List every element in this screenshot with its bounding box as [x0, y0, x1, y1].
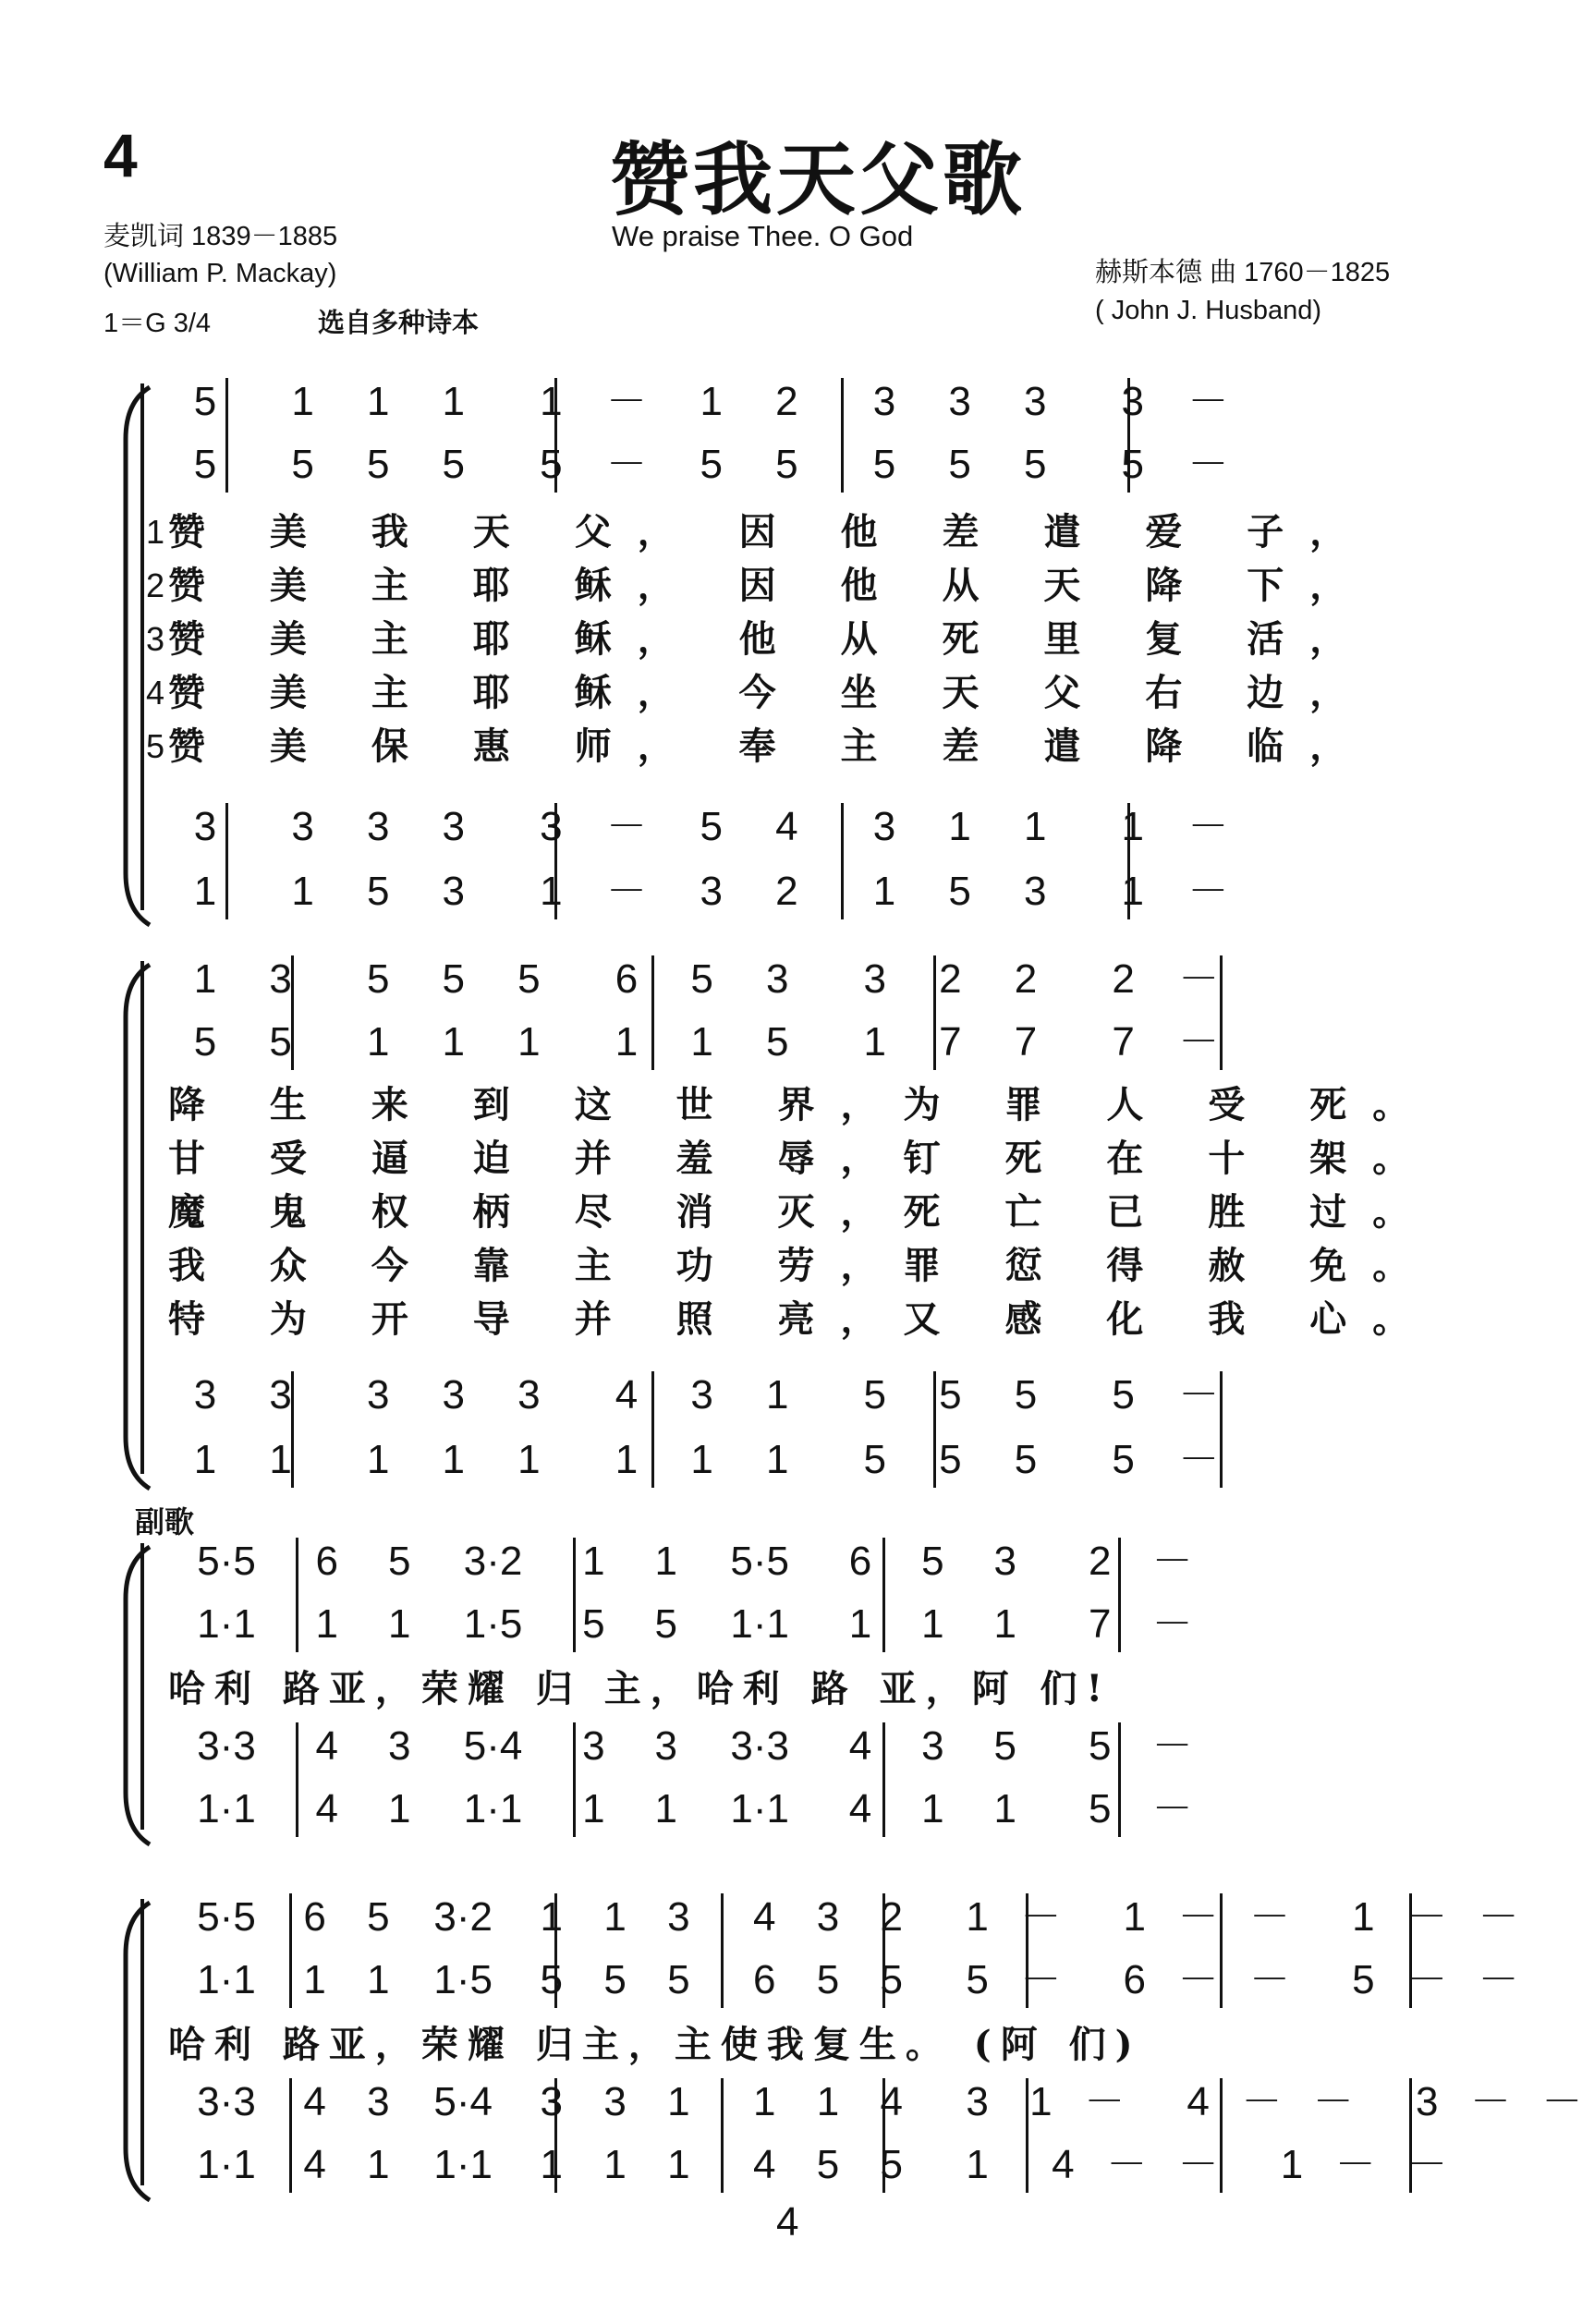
- note: 5: [775, 442, 798, 487]
- note: 3: [193, 804, 217, 849]
- score-line-alto: [0, 1953, 1527, 2008]
- note: 7: [1112, 1019, 1135, 1065]
- note: 1: [654, 1539, 678, 1584]
- note: 5: [540, 1957, 564, 2002]
- note: 1: [966, 2142, 989, 2187]
- dash-hold: －: [1177, 1894, 1219, 1940]
- note: 1·1: [197, 2142, 256, 2187]
- composer-credit: 赫斯本德 曲 1760－1825: [1095, 258, 1391, 287]
- note: 5: [948, 442, 971, 487]
- note: 3: [193, 1372, 217, 1418]
- note: 7: [1088, 1601, 1112, 1647]
- note: 1: [654, 1786, 678, 1831]
- note: 2: [1112, 956, 1135, 1002]
- note: 5: [880, 2142, 904, 2187]
- note: 1: [366, 1437, 390, 1482]
- note: 1: [1123, 1894, 1147, 1940]
- lyric-text: 哈利 路亚，荣耀 归 主，哈利 路 亚，阿 们!: [168, 1667, 1113, 1710]
- score-line-bass: [0, 1432, 1527, 1488]
- note: 1·1: [197, 1786, 256, 1831]
- note: 4: [848, 1786, 872, 1831]
- note: 3·2: [463, 1539, 523, 1584]
- note: 5: [442, 442, 466, 487]
- note: 3: [690, 1372, 713, 1418]
- note: 1: [615, 1019, 639, 1065]
- note: 5: [1014, 1372, 1038, 1418]
- note: 3: [872, 804, 896, 849]
- lyric-text: 哈利 路亚，荣耀 归主，主使我复生。 (阿 们): [168, 2023, 1142, 2066]
- lyric-text: 赞 美 主 耶 稣， 今 坐 天 父 右 边，: [168, 671, 1373, 714]
- note: 1: [517, 1437, 541, 1482]
- note: 6: [315, 1539, 339, 1584]
- dash-hold: －: [1406, 1894, 1448, 1940]
- note: 1: [752, 2079, 776, 2124]
- dash-hold: －: [1541, 2079, 1582, 2124]
- lyric-text: 赞 美 我 天 父， 因 他 差 遣 爱 子，: [168, 510, 1373, 554]
- verse-number: 1: [146, 513, 165, 551]
- note: 5: [939, 1372, 962, 1418]
- note: 5: [1112, 1437, 1135, 1482]
- refrain-label: 副歌: [135, 1504, 195, 1539]
- note: 1: [921, 1601, 944, 1647]
- note: 4: [615, 1372, 639, 1418]
- note: 3: [765, 956, 789, 1002]
- note: 3: [948, 379, 971, 424]
- dash-hold: －: [1478, 1957, 1519, 2002]
- note: 1: [816, 2079, 840, 2124]
- score-line-bass: [0, 2137, 1527, 2193]
- note: 6: [303, 1894, 326, 1940]
- note: 3·2: [433, 1894, 493, 1940]
- dash-hold: －: [1312, 2079, 1354, 2124]
- score-line-bass: [0, 1782, 1527, 1837]
- lyric-verse-1: [0, 1081, 1527, 1129]
- note: 5: [366, 442, 390, 487]
- note: 5: [269, 1019, 292, 1065]
- dash-hold: －: [1084, 2079, 1126, 2124]
- score-line-tenor: [0, 2075, 1582, 2130]
- note: 1: [517, 1019, 541, 1065]
- note: 3: [667, 1894, 690, 1940]
- note: 1: [667, 2079, 690, 2124]
- note: 3: [366, 1372, 390, 1418]
- lyricist-credit: 麦凯词 1839－1885: [103, 222, 338, 251]
- note: 5: [667, 1957, 690, 2002]
- note: 5: [387, 1539, 411, 1584]
- note: 3: [540, 2079, 564, 2124]
- lyric-text: 特 为 开 导 并 照 亮，又 感 化 我 心。: [168, 1297, 1436, 1341]
- note: 3: [367, 2079, 390, 2124]
- note: 2: [1088, 1539, 1112, 1584]
- note: 1: [1121, 869, 1145, 914]
- note: 5: [872, 442, 896, 487]
- dash-hold: －: [1470, 2079, 1511, 2124]
- note: 1: [1280, 2142, 1304, 2187]
- note: 1: [863, 1019, 887, 1065]
- note: 1: [993, 1786, 1017, 1831]
- hymn-source: 选自多种诗本: [318, 307, 480, 338]
- verse-number: 3: [146, 620, 165, 658]
- lyric-verse-3: [0, 615, 1527, 663]
- note: 1: [366, 379, 390, 424]
- note: 5: [654, 1601, 678, 1647]
- lyric-verse-1: [0, 508, 1527, 556]
- note: 1: [921, 1786, 944, 1831]
- note: 5: [816, 1957, 840, 2002]
- note: 4: [1052, 2142, 1075, 2187]
- note: 5: [367, 1894, 390, 1940]
- dash-hold: －: [1178, 956, 1220, 1002]
- lyric-verse-2: [0, 562, 1527, 610]
- note: 5: [366, 869, 390, 914]
- hymn-title-chinese: 赞我天父歌: [610, 133, 1026, 226]
- dash-hold: －: [1241, 2079, 1283, 2124]
- note: 1·1: [730, 1786, 789, 1831]
- note: 6: [615, 956, 639, 1002]
- dash-hold: －: [1187, 804, 1229, 849]
- note: 3: [700, 869, 724, 914]
- note: 3: [603, 2079, 627, 2124]
- score-line-alto: [0, 1015, 1527, 1070]
- score-line-soprano: [0, 1890, 1527, 1945]
- note: 5: [603, 1957, 627, 2002]
- note: 1: [848, 1601, 872, 1647]
- note: 3: [366, 804, 390, 849]
- dash-hold: －: [1406, 1957, 1448, 2002]
- note: 4: [315, 1723, 339, 1769]
- dash-hold: －: [1020, 1894, 1062, 1940]
- note: 5: [880, 1957, 904, 2002]
- lyric-verse-1: [0, 1665, 1527, 1713]
- note: 5: [993, 1723, 1017, 1769]
- dash-hold: －: [1249, 1894, 1290, 1940]
- note: 1: [442, 1437, 466, 1482]
- lyric-verse-5: [0, 1296, 1527, 1344]
- note: 1: [1121, 804, 1145, 849]
- note: 2: [775, 379, 798, 424]
- lyric-text: 赞 美 主 耶 稣， 他 从 死 里 复 活，: [168, 617, 1373, 661]
- note: 2: [1014, 956, 1038, 1002]
- dash-hold: －: [1020, 1957, 1062, 2002]
- note: 1: [872, 869, 896, 914]
- lyric-text: 魔 鬼 权 柄 尽 消 灭，死 亡 已 胜 过。: [168, 1190, 1436, 1234]
- note: 1: [1029, 2079, 1053, 2124]
- note: 1: [966, 1894, 989, 1940]
- note: 2: [939, 956, 962, 1002]
- note: 5: [700, 442, 724, 487]
- note: 1: [193, 869, 217, 914]
- note: 3: [872, 379, 896, 424]
- note: 6: [752, 1957, 776, 2002]
- note: 5: [690, 956, 713, 1002]
- lyric-text: 甘 受 逼 迫 并 羞 辱，钉 死 在 十 架。: [168, 1137, 1436, 1180]
- note: 3: [517, 1372, 541, 1418]
- note: 1: [367, 2142, 390, 2187]
- note: 7: [1014, 1019, 1038, 1065]
- note: 5: [193, 379, 217, 424]
- note: 5: [1088, 1723, 1112, 1769]
- note: 1·5: [433, 1957, 493, 2002]
- note: 5: [517, 956, 541, 1002]
- note: 3: [1415, 2079, 1439, 2124]
- note: 5: [939, 1437, 962, 1482]
- dash-hold: －: [1187, 869, 1229, 914]
- note: 1: [540, 869, 563, 914]
- lyric-verse-4: [0, 669, 1527, 717]
- note: 1: [367, 1957, 390, 2002]
- lyric-verse-1: [0, 2021, 1527, 2069]
- lyric-verse-3: [0, 1188, 1527, 1236]
- score-line-tenor: [0, 799, 1527, 855]
- note: 1: [387, 1786, 411, 1831]
- dash-hold: －: [1151, 1539, 1193, 1584]
- note: 1: [387, 1601, 411, 1647]
- note: 1: [193, 1437, 217, 1482]
- note: 5: [366, 956, 390, 1002]
- dash-hold: －: [606, 869, 647, 914]
- note: 3: [387, 1723, 411, 1769]
- note: 3: [291, 804, 314, 849]
- note: 5: [700, 804, 724, 849]
- note: 2: [775, 869, 798, 914]
- note: 6: [1123, 1957, 1147, 2002]
- note: 1·1: [433, 2142, 493, 2187]
- note: 1: [700, 379, 724, 424]
- composer-english-name: ( John J. Husband): [1095, 296, 1322, 325]
- note: 3: [269, 956, 292, 1002]
- note: 3: [540, 804, 563, 849]
- note: 1·1: [197, 1957, 256, 2002]
- note: 2: [880, 1894, 904, 1940]
- note: 3: [269, 1372, 292, 1418]
- note: 1: [690, 1019, 713, 1065]
- verse-number: 5: [146, 727, 165, 765]
- note: 1: [269, 1437, 292, 1482]
- lyric-verse-4: [0, 1242, 1527, 1290]
- dash-hold: －: [1178, 1372, 1220, 1418]
- note: 5: [540, 442, 563, 487]
- note: 1: [291, 379, 314, 424]
- note: 3·3: [730, 1723, 789, 1769]
- lyric-text: 赞 美 保 惠 师， 奉 主 差 遣 降 临，: [168, 724, 1373, 768]
- lyric-text: 我 众 今 靠 主 功 劳，罪 愆 得 赦 免。: [168, 1244, 1436, 1287]
- note: 3: [1023, 869, 1047, 914]
- note: 3: [442, 804, 466, 849]
- dash-hold: －: [1178, 1019, 1220, 1065]
- note: 5: [863, 1372, 887, 1418]
- note: 1: [193, 956, 217, 1002]
- lyric-text: 赞 美 主 耶 稣， 因 他 从 天 降 下，: [168, 564, 1373, 607]
- score-line-soprano: [0, 374, 1527, 430]
- note: 1: [667, 2142, 690, 2187]
- note: 5: [291, 442, 314, 487]
- note: 1: [582, 1786, 605, 1831]
- score-line-soprano: [0, 1534, 1527, 1589]
- note: 5: [193, 1019, 217, 1065]
- note: 1·1: [463, 1786, 523, 1831]
- note: 3: [966, 2079, 989, 2124]
- score-line-tenor: [0, 1719, 1527, 1774]
- lyric-text: 降 生 来 到 这 世 界，为 罪 人 受 死。: [168, 1083, 1436, 1126]
- note: 3·3: [197, 1723, 256, 1769]
- note: 5·5: [197, 1894, 256, 1940]
- note: 4: [848, 1723, 872, 1769]
- note: 4: [752, 2142, 776, 2187]
- note: 1: [603, 1894, 627, 1940]
- note: 5: [582, 1601, 605, 1647]
- note: 5: [1088, 1786, 1112, 1831]
- dash-hold: －: [1478, 1894, 1519, 1940]
- note: 5: [1014, 1437, 1038, 1482]
- note: 5: [193, 442, 217, 487]
- verse-number: 2: [146, 566, 165, 604]
- note: 3: [1121, 379, 1145, 424]
- key-time-signature: 1＝G 3/4: [103, 309, 212, 338]
- dash-hold: －: [1151, 1786, 1193, 1831]
- note: 1: [993, 1601, 1017, 1647]
- note: 1: [540, 379, 563, 424]
- note: 1: [948, 804, 971, 849]
- score-line-alto: [0, 437, 1527, 493]
- note: 5: [765, 1019, 789, 1065]
- note: 1: [540, 1894, 564, 1940]
- dash-hold: －: [1177, 1957, 1219, 2002]
- note: 3: [1023, 379, 1047, 424]
- note: 1: [1023, 804, 1047, 849]
- note: 1·1: [197, 1601, 256, 1647]
- note: 1: [615, 1437, 639, 1482]
- note: 1: [540, 2142, 564, 2187]
- note: 1: [442, 379, 466, 424]
- note: 4: [880, 2079, 904, 2124]
- note: 4: [752, 1894, 776, 1940]
- note: 5: [1121, 442, 1145, 487]
- hymn-number: 4: [103, 121, 138, 189]
- note: 3: [442, 869, 466, 914]
- verse-number: 4: [146, 674, 165, 712]
- note: 5: [442, 956, 466, 1002]
- note: 3: [863, 956, 887, 1002]
- note: 1: [366, 1019, 390, 1065]
- lyric-verse-2: [0, 1135, 1527, 1183]
- score-line-soprano: [0, 952, 1527, 1007]
- note: 4: [775, 804, 798, 849]
- note: 3·3: [197, 2079, 256, 2124]
- lyricist-english-name: (William P. Mackay): [103, 259, 337, 288]
- note: 1: [303, 1957, 326, 2002]
- note: 4: [315, 1786, 339, 1831]
- dash-hold: －: [1177, 2142, 1219, 2187]
- note: 5: [1352, 1957, 1375, 2002]
- dash-hold: －: [606, 804, 647, 849]
- note: 5: [921, 1539, 944, 1584]
- note: 3: [654, 1723, 678, 1769]
- note: 3: [993, 1539, 1017, 1584]
- note: 7: [939, 1019, 962, 1065]
- note: 3: [921, 1723, 944, 1769]
- note: 5·4: [463, 1723, 523, 1769]
- note: 1: [315, 1601, 339, 1647]
- note: 5: [948, 869, 971, 914]
- note: 5: [966, 1957, 989, 2002]
- dash-hold: －: [1187, 442, 1229, 487]
- note: 5·5: [730, 1539, 789, 1584]
- dash-hold: －: [1249, 1957, 1290, 2002]
- dash-hold: －: [1187, 379, 1229, 424]
- note: 6: [848, 1539, 872, 1584]
- note: 5·5: [197, 1539, 256, 1584]
- note: 1: [291, 869, 314, 914]
- note: 5: [863, 1437, 887, 1482]
- note: 5: [1023, 442, 1047, 487]
- note: 1: [1352, 1894, 1375, 1940]
- note: 4: [303, 2079, 326, 2124]
- lyric-verse-5: [0, 723, 1527, 771]
- dash-hold: －: [1406, 2142, 1448, 2187]
- note: 3: [582, 1723, 605, 1769]
- dash-hold: －: [606, 379, 647, 424]
- note: 1: [765, 1372, 789, 1418]
- note: 1: [582, 1539, 605, 1584]
- note: 3: [816, 1894, 840, 1940]
- note: 5: [816, 2142, 840, 2187]
- note: 4: [1186, 2079, 1210, 2124]
- note: 5·4: [433, 2079, 493, 2124]
- score-line-tenor: [0, 1368, 1527, 1423]
- page-number: 4: [776, 2199, 799, 2245]
- note: 1·1: [730, 1601, 789, 1647]
- score-line-bass: [0, 864, 1527, 919]
- dash-hold: －: [1151, 1601, 1193, 1647]
- note: 1: [765, 1437, 789, 1482]
- score-line-alto: [0, 1597, 1527, 1652]
- note: 1: [603, 2142, 627, 2187]
- dash-hold: －: [1178, 1437, 1220, 1482]
- hymn-title-english: We praise Thee. O God: [612, 220, 914, 252]
- dash-hold: －: [1151, 1723, 1193, 1769]
- dash-hold: －: [1334, 2142, 1376, 2187]
- note: 1: [690, 1437, 713, 1482]
- note: 3: [442, 1372, 466, 1418]
- dash-hold: －: [606, 442, 647, 487]
- note: 4: [303, 2142, 326, 2187]
- note: 1: [442, 1019, 466, 1065]
- note: 5: [1112, 1372, 1135, 1418]
- note: 1·5: [463, 1601, 523, 1647]
- dash-hold: －: [1106, 2142, 1148, 2187]
